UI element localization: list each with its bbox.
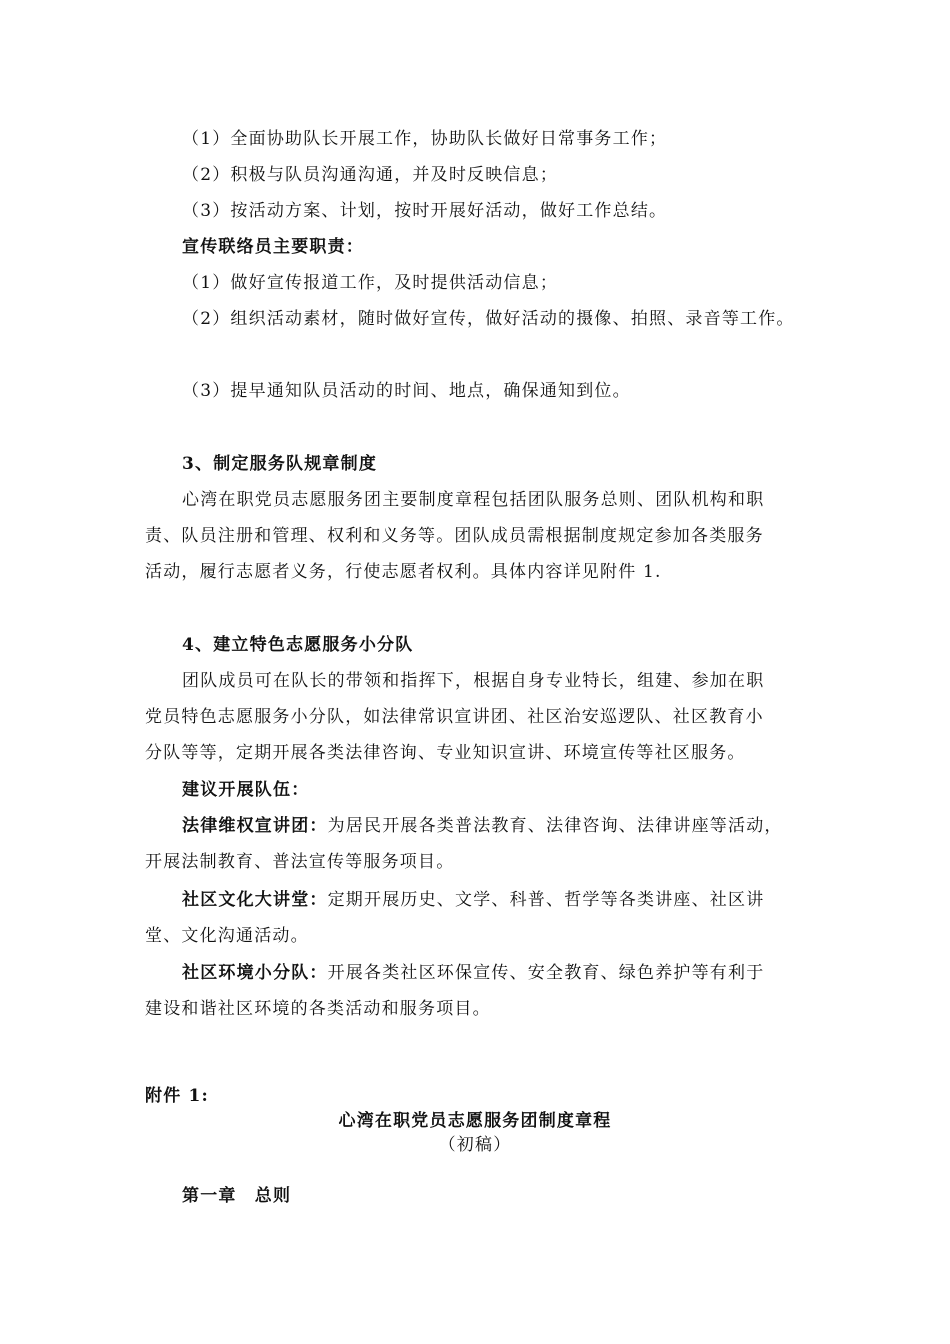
section3-paragraph-line-1: 心湾在职党员志愿服务团主要制度章程包括团队服务总则、团队机构和职 (182, 490, 765, 510)
section4-paragraph-line-1: 团队成员可在队长的带领和指挥下，根据自身专业特长，组建、参加在职 (182, 671, 765, 691)
appendix-title: 心湾在职党员志愿服务团制度章程 (338, 1111, 612, 1131)
section4-heading: 4、建立特色志愿服务小分队 (182, 635, 414, 655)
chapter-heading: 第一章 总则 (182, 1186, 292, 1206)
team-legal-line-1 (182, 815, 783, 837)
team-legal-name: 法律维权宣讲团： (182, 816, 328, 836)
team-environment-desc: 开展各类社区环保宣传、安全教育、绿色养护等有利于 (327, 963, 765, 983)
team-legal-line-2: 开展法制教育、普法宣传等服务项目。 (145, 852, 455, 872)
publicity-heading: 宣传联络员主要职责： (182, 237, 364, 257)
team-culture-line-2: 堂、文化沟通活动。 (145, 926, 309, 946)
section3-paragraph-line-2: 责、队员注册和管理、权利和义务等。团队成员需根据制度规定参加各类服务 (145, 526, 764, 546)
team-culture-desc: 定期开展历史、文学、科普、哲学等各类讲座、社区讲 (327, 890, 765, 910)
duty-item-2: （2）积极与队员沟通沟通，并及时反映信息； (182, 165, 559, 185)
team-environment-line-1 (182, 962, 764, 984)
team-culture-line-1 (182, 889, 764, 911)
section3-paragraph-line-3: 活动，履行志愿者义务，行使志愿者权利。具体内容详见附件 1. (145, 562, 662, 582)
publicity-item-1: （1）做好宣传报道工作，及时提供活动信息； (182, 273, 559, 293)
team-environment-name: 社区环境小分队： (182, 963, 328, 983)
appendix-label: 附件 1: (145, 1086, 210, 1106)
duty-item-1: （1）全面协助队长开展工作，协助队长做好日常事务工作； (182, 129, 668, 149)
team-culture-name: 社区文化大讲堂： (182, 890, 328, 910)
section4-paragraph-line-3: 分队等等，定期开展各类法律咨询、专业知识宣讲、环境宣传等社区服务。 (145, 743, 746, 763)
suggest-teams-heading: 建议开展队伍： (182, 780, 310, 800)
duty-item-3: （3）按活动方案、计划，按时开展好活动，做好工作总结。 (182, 201, 668, 221)
publicity-item-2: （2）组织活动素材，随时做好宣传，做好活动的摄像、拍照、录音等工作。 (182, 309, 795, 329)
section4-paragraph-line-2: 党员特色志愿服务小分队，如法律常识宣讲团、社区治安巡逻队、社区教育小 (145, 707, 764, 727)
team-legal-desc: 为居民开展各类普法教育、法律咨询、法律讲座等活动， (327, 816, 783, 836)
team-environment-line-2: 建设和谐社区环境的各类活动和服务项目。 (145, 999, 491, 1019)
section3-heading: 3、制定服务队规章制度 (182, 454, 378, 474)
appendix-subtitle: （初稿） (438, 1135, 512, 1155)
publicity-item-3: （3）提早通知队员活动的时间、地点，确保通知到位。 (182, 381, 631, 401)
